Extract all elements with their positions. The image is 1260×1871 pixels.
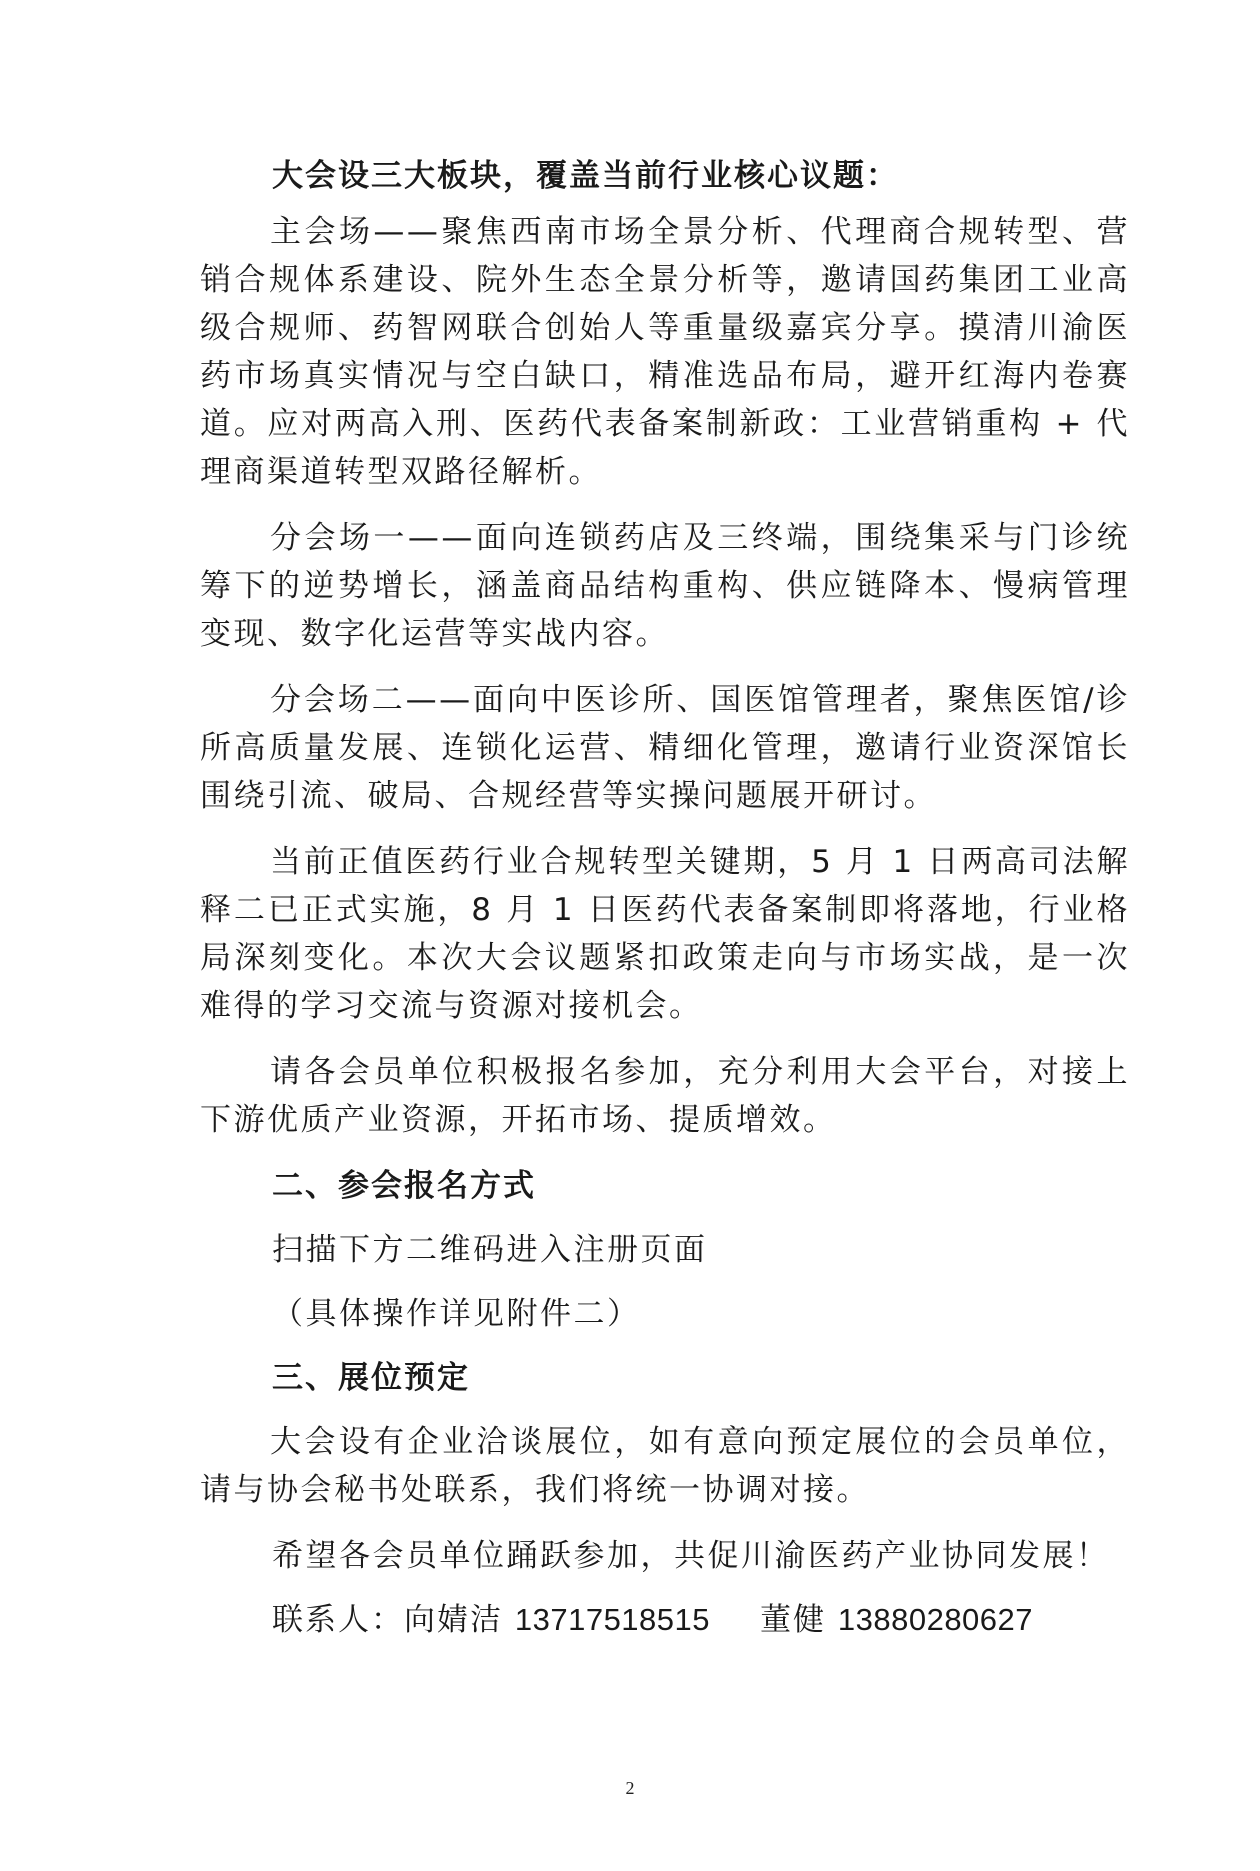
contact-label: 联系人： <box>272 1602 404 1638</box>
registration-section-heading: 二、参会报名方式 <box>272 1168 536 1204</box>
page-content <box>200 152 1130 1644</box>
closing-line: 希望各会员单位踊跃参加，共促川渝医药产业协同发展！ <box>272 1538 1110 1574</box>
contact-person-2-name: 董健 <box>760 1602 827 1638</box>
registration-note: （具体操作详见附件二） <box>272 1296 641 1332</box>
booth-section-heading: 三、展位预定 <box>272 1360 470 1396</box>
contact-person-2-phone: 13880280627 <box>837 1602 1034 1637</box>
agenda-intro-heading: 大会设三大板块，覆盖当前行业核心议题： <box>272 158 899 194</box>
contact-person-1-phone: 13717518515 <box>514 1602 711 1637</box>
sub-venue-1-paragraph: 分会场一——面向连锁药店及三终端，围绕集采与门诊统筹下的逆势增长，涵盖商品结构重构、供应链降本、慢病管理变现、数字化运营等实战内容。 <box>200 520 1130 652</box>
page-number: 2 <box>625 1778 635 1798</box>
call-to-action-paragraph: 请各会员单位积极报名参加，充分利用大会平台，对接上下游优质产业资源，开拓市场、提质增效。 <box>200 1054 1130 1138</box>
main-venue-paragraph: 主会场——聚焦西南市场全景分析、代理商合规转型、营销合规体系建设、院外生态全景分析等，邀请国药集团工业高级合规师、药智网联合创始人等重量级嘉宾分享。摸清川渝医药市场真实情况与空白缺口，精准选品布局，避开红海内卷赛道。应对两高入刑、医药代表备案制新政：工业营销重构 + 代理商渠道转型双路径解析。 <box>200 214 1130 490</box>
contact-person-1-name: 向婧洁 <box>404 1602 503 1638</box>
contact-line <box>200 1596 1130 1644</box>
sub-venue-2-paragraph: 分会场二——面向中医诊所、国医馆管理者，聚焦医馆/诊所高质量发展、连锁化运营、精细化管理，邀请行业资深馆长围绕引流、破局、合规经营等实操问题展开研讨。 <box>200 682 1130 814</box>
booth-paragraph: 大会设有企业洽谈展位，如有意向预定展位的会员单位，请与协会秘书处联系，我们将统一协调对接。 <box>200 1424 1130 1508</box>
industry-context-paragraph: 当前正值医药行业合规转型关键期，5 月 1 日两高司法解释二已正式实施，8 月 1 日医药代表备案制即将落地，行业格局深刻变化。本次大会议题紧扣政策走向与市场实战，是一次难得的学习交流与资源对接机会。 <box>200 844 1130 1024</box>
registration-instruction: 扫描下方二维码进入注册页面 <box>272 1232 708 1268</box>
